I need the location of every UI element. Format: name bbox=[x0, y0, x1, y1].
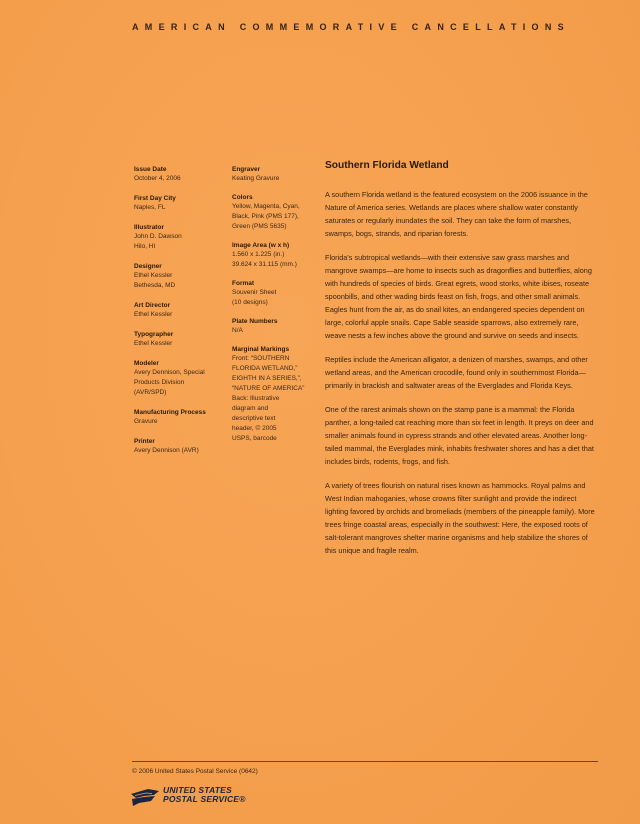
detail-value: Avery Dennison, Special bbox=[134, 369, 205, 376]
detail-value: Yellow, Magenta, Cyan, bbox=[232, 203, 300, 210]
detail-value: Ethel Kessler bbox=[134, 272, 173, 279]
detail-issue-date bbox=[134, 165, 226, 184]
detail-label: First Day City bbox=[134, 195, 176, 202]
detail-plate-numbers bbox=[232, 317, 320, 336]
detail-value: October 4, 2006 bbox=[134, 175, 181, 182]
detail-value: Naples, FL bbox=[134, 204, 166, 211]
detail-value: Keating Gravure bbox=[232, 175, 280, 182]
detail-printer bbox=[134, 437, 226, 456]
article-paragraph: A southern Florida wetland is the featured ecosystem on the 2006 issuance in the Nature of America series. Wetlands are places where shallow water constantly saturates or regularly inundates the soil. They can take the form of marshes, swamps, bogs, strands, and riparian forests. bbox=[325, 190, 588, 238]
article-title: Southern Florida Wetland bbox=[325, 160, 449, 171]
detail-value: Ethel Kessler bbox=[134, 311, 173, 318]
detail-label: Colors bbox=[232, 194, 253, 201]
article bbox=[325, 160, 597, 568]
detail-typographer bbox=[134, 330, 226, 349]
detail-designer bbox=[134, 262, 226, 291]
detail-illustrator bbox=[134, 223, 226, 252]
page-header: AMERICAN COMMEMORATIVE CANCELLATIONS bbox=[132, 22, 570, 32]
detail-label: Designer bbox=[134, 263, 162, 270]
detail-image-area bbox=[232, 241, 320, 270]
detail-value: (10 designs) bbox=[232, 299, 268, 306]
detail-value: Black, Pink (PMS 177), bbox=[232, 213, 299, 220]
detail-value: Gravure bbox=[134, 418, 158, 425]
detail-value: USPS, barcode bbox=[232, 435, 277, 442]
copyright-text: © 2006 United States Postal Service (0642) bbox=[132, 768, 258, 775]
detail-label: Modeler bbox=[134, 360, 159, 367]
detail-value: (AVR/SPD) bbox=[134, 389, 167, 396]
detail-value: FLORIDA WETLAND,” bbox=[232, 365, 298, 372]
detail-label: Art Director bbox=[134, 302, 171, 309]
detail-value: John D. Dawson bbox=[134, 233, 182, 240]
detail-format bbox=[232, 279, 320, 308]
detail-marginal-markings bbox=[232, 345, 320, 444]
footer-divider bbox=[132, 761, 598, 762]
detail-label: Printer bbox=[134, 438, 155, 445]
detail-label: Typographer bbox=[134, 331, 174, 338]
detail-value: header, © 2005 bbox=[232, 425, 277, 432]
detail-value: Green (PMS 5635) bbox=[232, 223, 287, 230]
logo-line-1: UNITED STATES bbox=[163, 785, 232, 795]
detail-value: descriptive text bbox=[232, 415, 276, 422]
detail-value: Hilo, HI bbox=[134, 243, 156, 250]
detail-colors bbox=[232, 193, 320, 232]
detail-first-day-city bbox=[134, 194, 226, 213]
usps-logo bbox=[130, 786, 250, 808]
detail-value: Back: Illustrative bbox=[232, 395, 280, 402]
detail-value: diagram and bbox=[232, 405, 269, 412]
eagle-icon bbox=[130, 786, 160, 808]
detail-label: Manufacturing Process bbox=[134, 409, 206, 416]
detail-label: Marginal Markings bbox=[232, 346, 290, 353]
detail-label: Image Area (w x h) bbox=[232, 242, 290, 249]
detail-label: Illustrator bbox=[134, 224, 164, 231]
detail-art-director bbox=[134, 301, 226, 320]
detail-manufacturing-process bbox=[134, 408, 226, 427]
details-column-right bbox=[232, 165, 320, 453]
detail-label: Issue Date bbox=[134, 166, 167, 173]
detail-value: 1.560 x 1.225 (in.) bbox=[232, 251, 285, 258]
detail-label: Plate Numbers bbox=[232, 318, 278, 325]
detail-value: Bethesda, MD bbox=[134, 282, 176, 289]
detail-value: “NATURE OF AMERICA” bbox=[232, 385, 305, 392]
detail-value: Avery Dennison (AVR) bbox=[134, 447, 199, 454]
detail-engraver bbox=[232, 165, 320, 184]
detail-value: EIGHTH IN A SERIES,”, bbox=[232, 375, 302, 382]
detail-value: Products Division bbox=[134, 379, 185, 386]
detail-value: Souvenir Sheet bbox=[232, 289, 277, 296]
detail-modeler bbox=[134, 359, 226, 398]
article-paragraph: A variety of trees flourish on natural rises known as hammocks. Royal palms and West Indian mahoganies, whose crowns filter sunlight and provide the indirect lighting favored by orchids and bromeliads (members of the pineapple family). More trees fringe coastal areas, especially in the southwest: Here, the exposed roots of salt-tolerant mangroves shelter marine organisms and help stabilize the shores of this unique and fragile realm. bbox=[325, 481, 595, 555]
article-paragraph: One of the rarest animals shown on the stamp pane is a mammal: the Florida panther, a long-tailed cat reaching more than six feet in length. It preys on deer and smaller animals found in cypress strands and other elevated areas. Another long-tailed mammal, the Everglades mink, inhabits freshwater shores and has a diet that includes birds, rodents, frogs, and fish. bbox=[325, 405, 594, 466]
details-column-left bbox=[134, 165, 226, 466]
detail-value: Ethel Kessler bbox=[134, 340, 173, 347]
detail-label: Format bbox=[232, 280, 255, 287]
detail-value: Front: “SOUTHERN bbox=[232, 355, 290, 362]
logo-line-2: POSTAL SERVICE® bbox=[163, 794, 246, 804]
detail-label: Engraver bbox=[232, 166, 261, 173]
detail-value: N/A bbox=[232, 327, 243, 334]
detail-value: 39.624 x 31.115 (mm.) bbox=[232, 261, 297, 268]
article-paragraph: Florida’s subtropical wetlands—with their extensive saw grass marshes and mangrove swamps—are home to insects such as dragonflies and butterflies, along with hundreds of species of birds. Great egrets, wood storks, white ibises, roseate spoonbills, and other wading birds feast on fish, frogs, and other small animals. Eagles hunt from the air, as do snail kites, an endangered species dependent on large, colorful apple snails. Cape Sable seaside sparrows, also extremely rare, weave nests a few inches above the ground and survive on seeds and insects. bbox=[325, 253, 592, 340]
article-paragraph: Reptiles include the American alligator, a denizen of marshes, swamps, and other wetland areas, and the American crocodile, found only in southernmost Florida—primarily in brackish and saltwater areas of the Everglades and Florida Keys. bbox=[325, 355, 588, 390]
